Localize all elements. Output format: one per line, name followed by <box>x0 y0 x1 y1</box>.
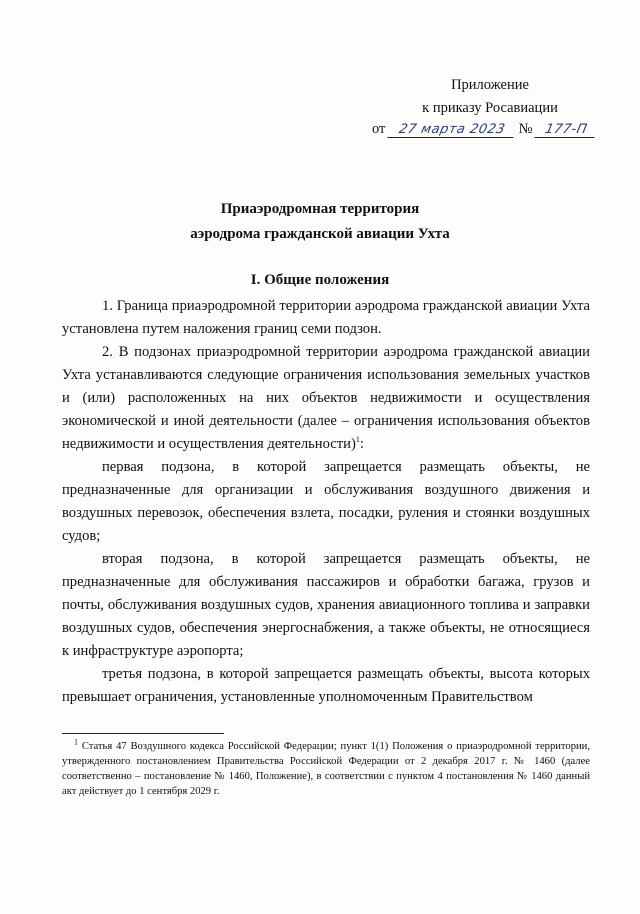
footnote-reference: 1 <box>355 435 360 445</box>
footnote-paragraph <box>62 739 590 799</box>
paragraph-subzone-2: вторая подзона, в которой запрещается размещать объекты, не предназначенные для обслуживания пассажиров и обработки багажа, грузов и почты, обслуживания воздушных судов, хранения авиационного топлива и заправки воздушных судов, обеспечения энергоснабжения, а также объекты, не относящиеся к инфраструктуре аэропорта; <box>62 551 590 659</box>
footnote-divider <box>62 733 224 734</box>
appendix-header <box>380 74 600 120</box>
document-body <box>62 295 590 709</box>
document-title-line-1: Приаэродромная территория <box>220 201 420 217</box>
document-title-line-2: аэродрома гражданской авиации Ухта <box>190 226 450 242</box>
paragraph-2 <box>62 341 590 456</box>
handwritten-order-date: 27 марта 2023 <box>387 122 516 138</box>
paragraph-2-text: 2. В подзонах приаэродромной территории аэродрома гражданской авиации Ухта устанавливаются следующие ограничения использования земельных участков и (или) расположенных на них объектов недвижимости и осуществления экономической и иной деятельности (далее – ограничения использования объектов недвижимости и осуществления деятельности) <box>62 344 590 452</box>
paragraph-1: 1. Граница приаэродромной территории аэродрома гражданской авиации Ухта установлена путем наложения границ семи подзон. <box>62 298 590 337</box>
order-prefix: от <box>372 121 386 137</box>
footnote-mark: 1 <box>74 737 78 747</box>
footnote-text: Статья 47 Воздушного кодекса Российской Федерации; пункт 1(1) Положения о приаэродромной территории, утвержденного постановлением Правительства Российской Федерации от 2 декабря 2017 г. № 1460 (далее соответственно – постановление № 1460, Положение), в соответствии с пунктом 4 постановления № 1460 данный акт действует до 1 сентября 2029 г. <box>62 741 590 797</box>
order-number-sign: № <box>518 121 533 137</box>
footnote <box>62 739 590 799</box>
appendix-order-ref: к приказу Росавиации <box>422 100 558 116</box>
order-date-number-line <box>372 121 596 138</box>
handwritten-order-number: 177-П <box>534 122 597 138</box>
paragraph-subzone-1: первая подзона, в которой запрещается размещать объекты, не предназначенные для организации и обслуживания воздушного движения и воздушных перевозок, обеспечения взлета, посадки, руления и стоянки воздушных судов; <box>62 459 590 544</box>
appendix-title: Приложение <box>451 77 529 93</box>
paragraph-2-end: : <box>359 436 364 452</box>
section-heading: I. Общие положения <box>250 272 390 288</box>
paragraph-subzone-3: третья подзона, в которой запрещается размещать объекты, высота которых превышает ограничения, установленные уполномоченным Правительством <box>62 666 590 705</box>
